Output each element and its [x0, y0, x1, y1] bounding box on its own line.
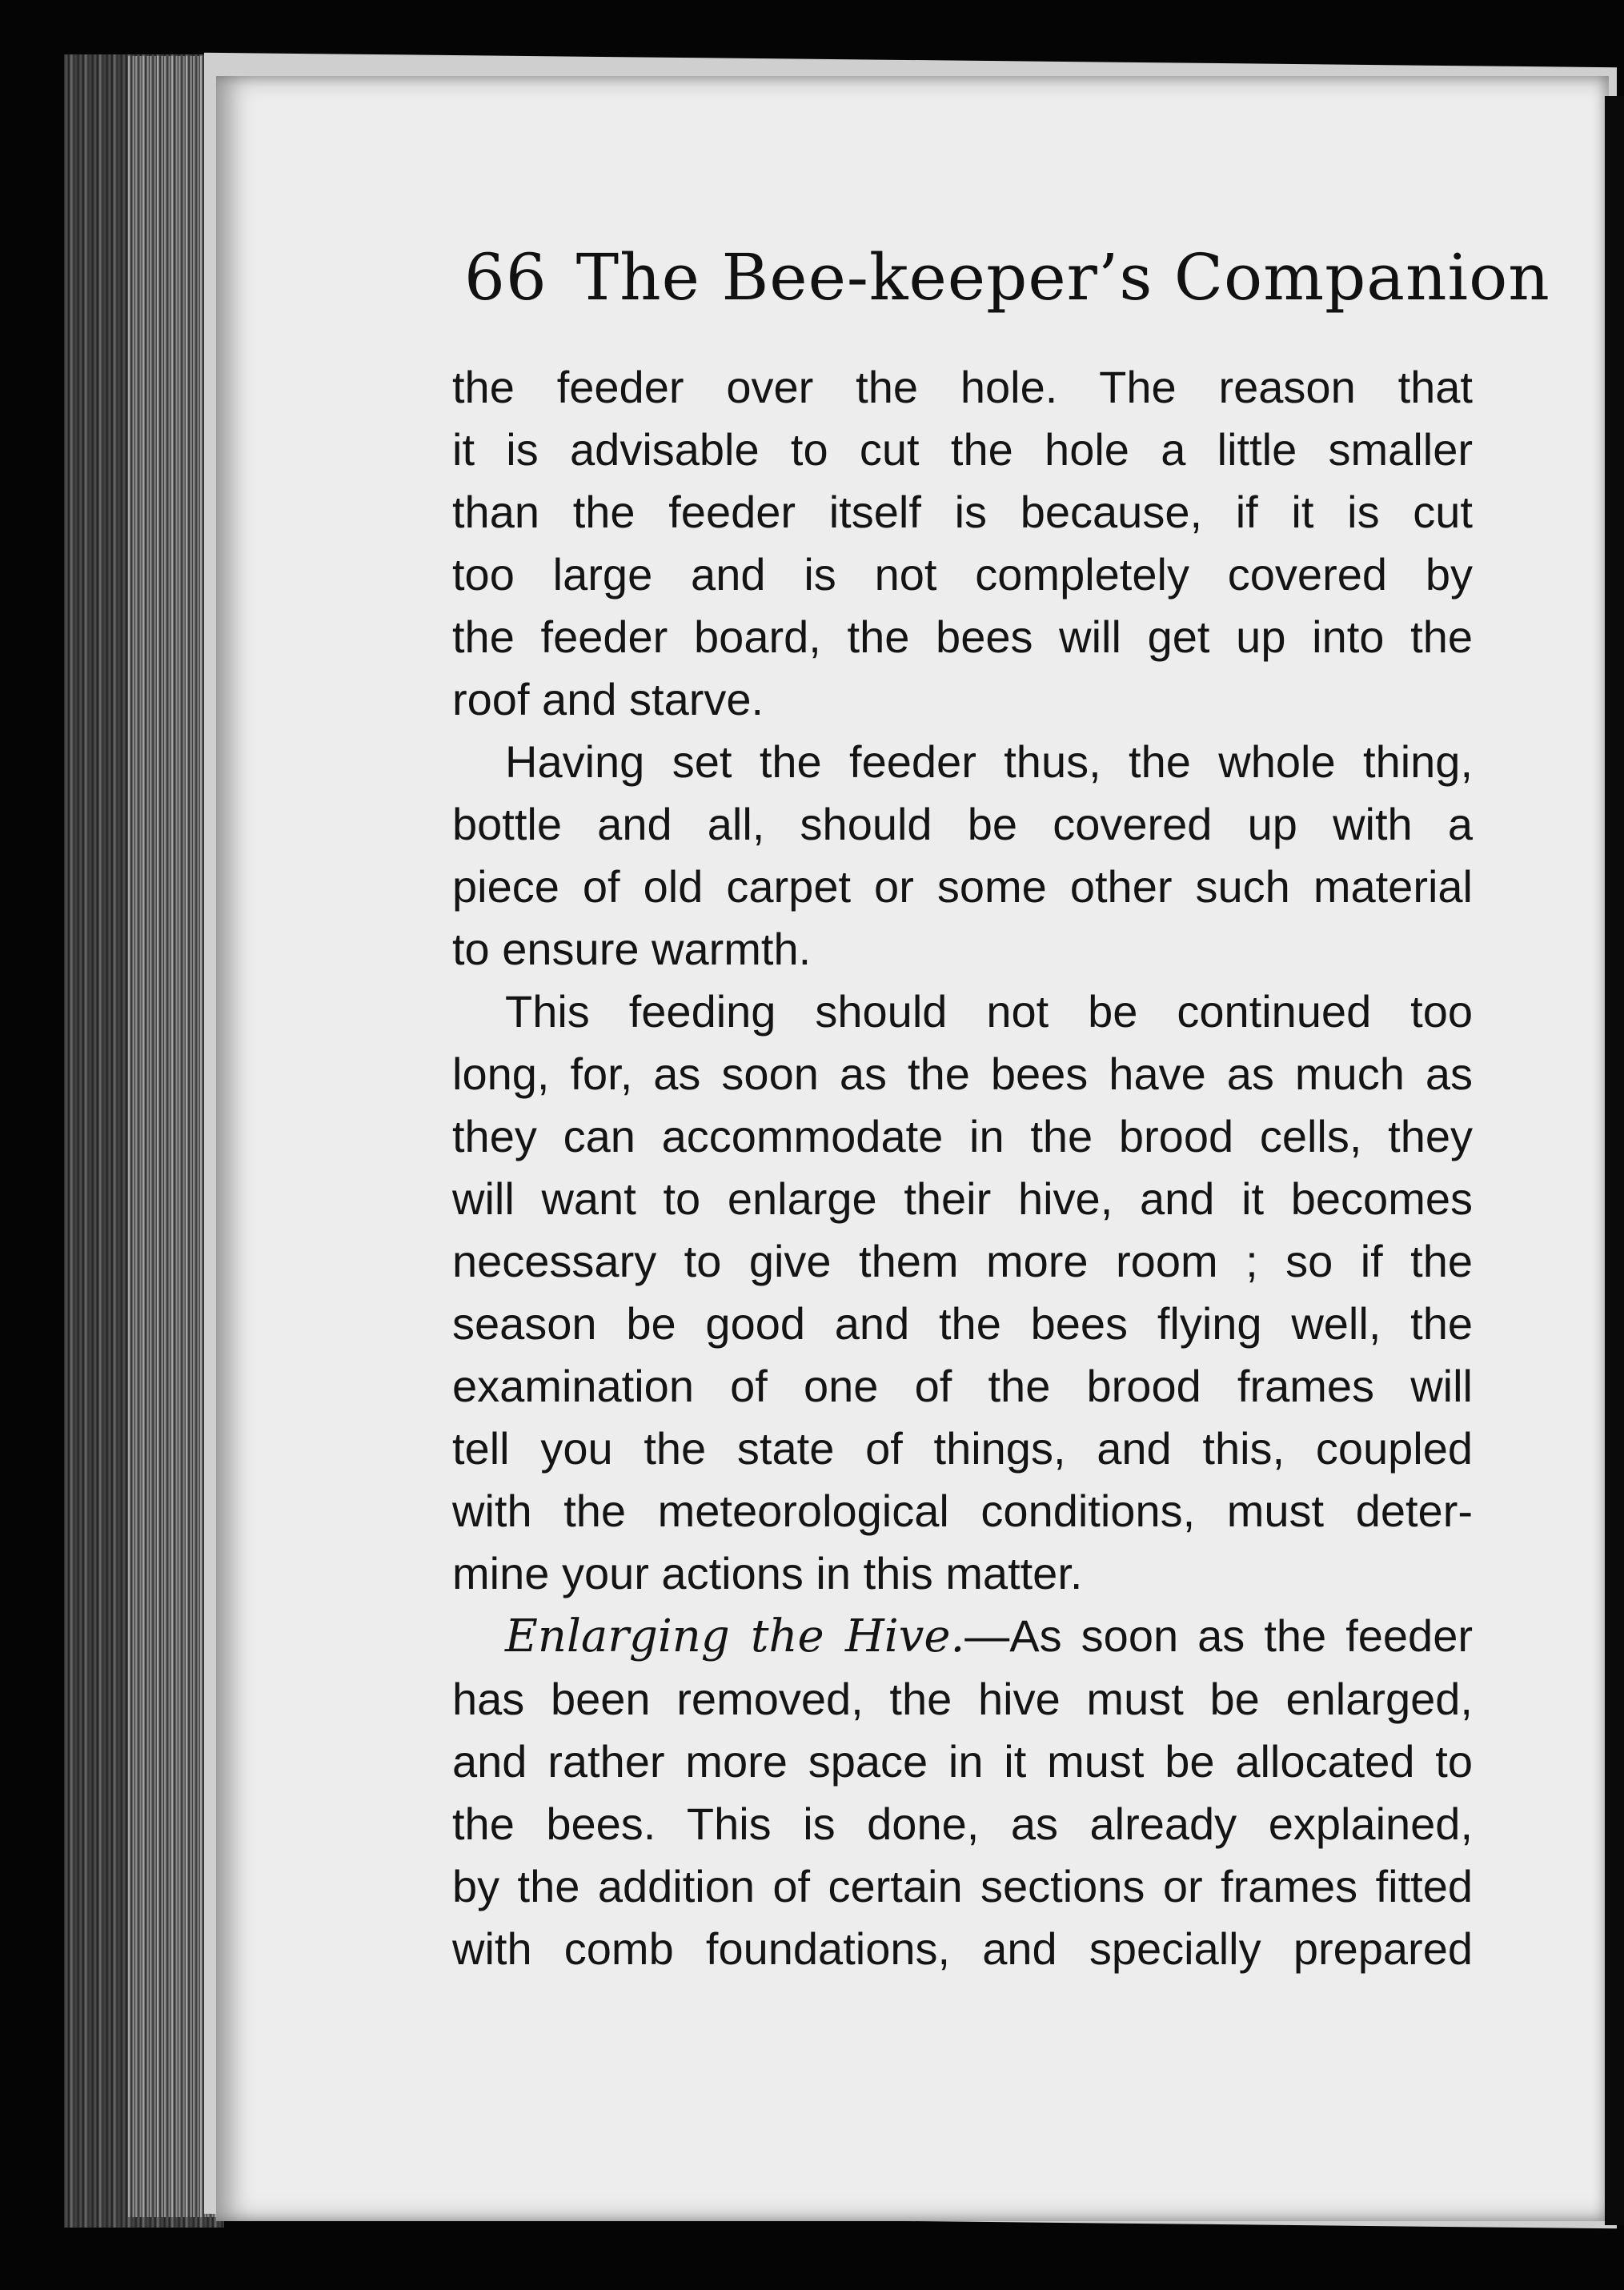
text-line: This feeding should not be continued too [505, 986, 1473, 1037]
text-line: necessary to give them more room ; so if the [452, 1236, 1473, 1286]
body-text [452, 356, 1473, 1980]
text-line: too large and is not completely covered by [452, 549, 1473, 600]
text-line: bottle and all, should be covered up with a [452, 799, 1473, 849]
text-line: to ensure warmth. [452, 924, 812, 974]
text-line: the feeder over the hole. The reason that [452, 362, 1473, 412]
page-number: 66 [464, 240, 547, 315]
text-line: they can accommodate in the brood cells, they [452, 1111, 1473, 1161]
paragraph [452, 981, 1473, 1605]
text-line: and rather more space in it must be allocated to [452, 1736, 1473, 1787]
text-line: Having set the feeder thus, the whole thing, [505, 736, 1473, 787]
text-line: roof and starve. [452, 674, 764, 724]
text-line: tell you the state of things, and this, coupled [452, 1423, 1473, 1474]
text-line: mine your actions in this matter. [452, 1548, 1083, 1598]
text-line: the feeder board, the bees will get up into the [452, 612, 1473, 662]
text-line [452, 1605, 1473, 1668]
text-line: has been removed, the hive must be enlarged, [452, 1674, 1473, 1724]
running-head [464, 240, 1550, 315]
paragraph [452, 1605, 1473, 1980]
text-run: —As soon as the feeder [964, 1610, 1473, 1661]
text-line: season be good and the bees flying well, the [452, 1298, 1473, 1349]
right-dark-border [1605, 96, 1624, 2225]
text-line: the bees. This is done, as already explained, [452, 1799, 1473, 1849]
book-title: The Bee-keeper’s Companion [575, 240, 1550, 315]
text-line: with comb foundations, and specially prepared [452, 1923, 1473, 1974]
text-line: by the addition of certain sections or frames fitted [452, 1861, 1473, 1911]
paragraph [452, 731, 1473, 981]
paragraph [452, 356, 1473, 731]
text-line: will want to enlarge their hive, and it becomes [452, 1173, 1473, 1224]
text-line: long, for, as soon as the bees have as much as [452, 1049, 1473, 1099]
text-line: than the feeder itself is because, if it is cut [452, 487, 1473, 537]
text-line: with the meteorological conditions, must deter- [452, 1486, 1473, 1536]
text-line: examination of one of the brood frames will [452, 1361, 1473, 1411]
text-line: piece of old carpet or some other such material [452, 861, 1473, 912]
text-line: it is advisable to cut the hole a little smaller [452, 424, 1473, 475]
section-side-head: Enlarging the Hive. [505, 1610, 965, 1662]
